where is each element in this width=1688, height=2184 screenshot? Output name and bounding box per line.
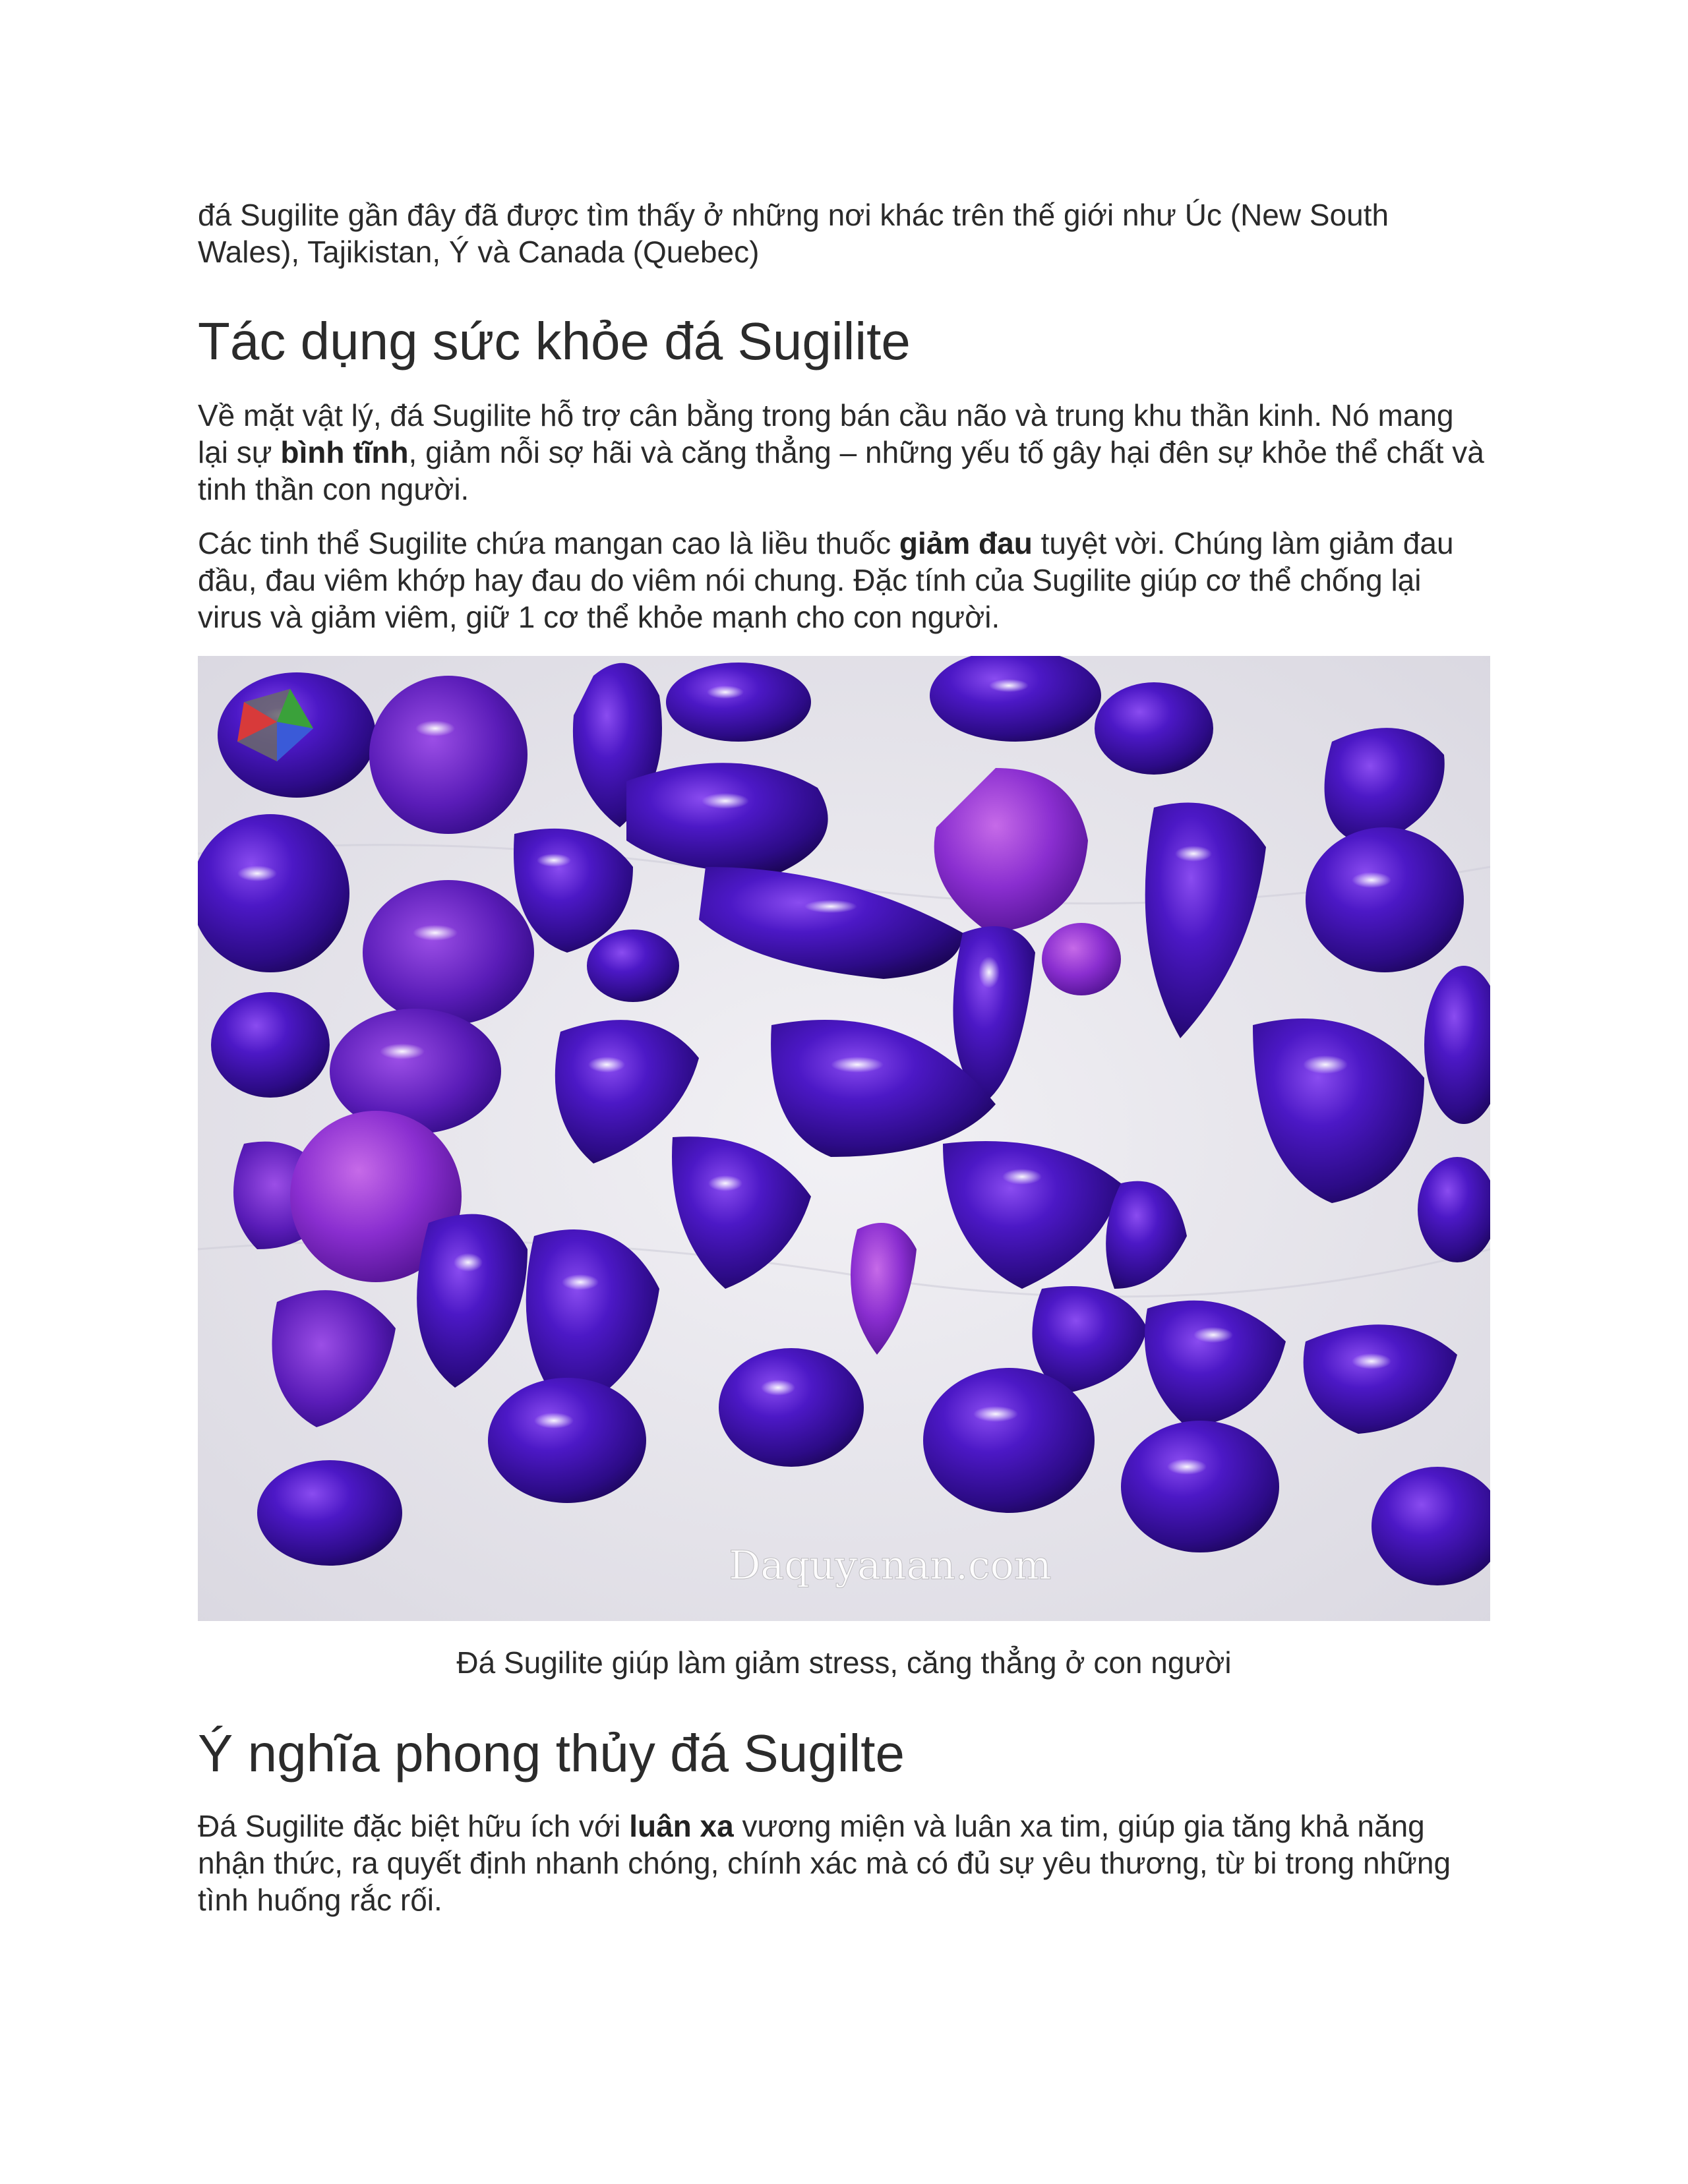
photo-watermark: Daquyanan.com [729,1543,1052,1589]
photo-caption: Đá Sugilite giúp làm giảm stress, căng thẳng ở con người [456,1645,1232,1680]
fengshui-heading: Ý nghĩa phong thủy đá Sugilte [198,1724,905,1783]
sugilite-photo-illustration [198,656,1490,1621]
health-heading: Tác dụng sức khỏe đá Sugilite [198,312,911,370]
health-p2-text-before: Các tinh thể Sugilite chứa mangan cao là liều thuốc [198,526,899,560]
health-p2-bold: giảm đau [899,526,1033,560]
fengshui-text-after: vương miện và luân xa tim, giúp gia tăng khả năng nhận thức, ra quyết định nhanh chóng, chính xác mà có đủ sự yêu thương, từ bi trong những tình huống rắc rối. [198,1809,1451,1917]
fengshui-paragraph [198,1808,1490,1918]
health-p1-text-after: , giảm nỗi sợ hãi và căng thẳng – những yếu tố gây hại đên sự khỏe thể chất và tinh thần con người. [198,435,1484,506]
fengshui-bold: luân xa [629,1809,734,1843]
health-p1-bold: bình tĩnh [280,435,409,469]
health-p2-text-after: tuyệt vời. Chúng làm giảm đau đầu, đau viêm khớp hay đau do viêm nói chung. Đặc tính của Sugilite giúp cơ thể chống lại virus và giảm viêm, giữ 1 cơ thể khỏe mạnh cho con người. [198,526,1454,634]
intro-paragraph: đá Sugilite gần đây đã được tìm thấy ở những nơi khác trên thế giới như Úc (New South Wales), Tajikistan, Ý và Canada (Quebec) [198,198,1389,269]
health-paragraph-1 [198,397,1490,508]
fengshui-text-before: Đá Sugilite đặc biệt hữu ích với [198,1809,630,1843]
sugilite-stones-photo [198,656,1490,1621]
health-paragraph-2 [198,525,1490,635]
health-p1-text-before: Về mặt vật lý, đá Sugilite hỗ trợ cân bằng trong bán cầu não và trung khu thần kinh. Nó mang lại sự [198,398,1454,469]
